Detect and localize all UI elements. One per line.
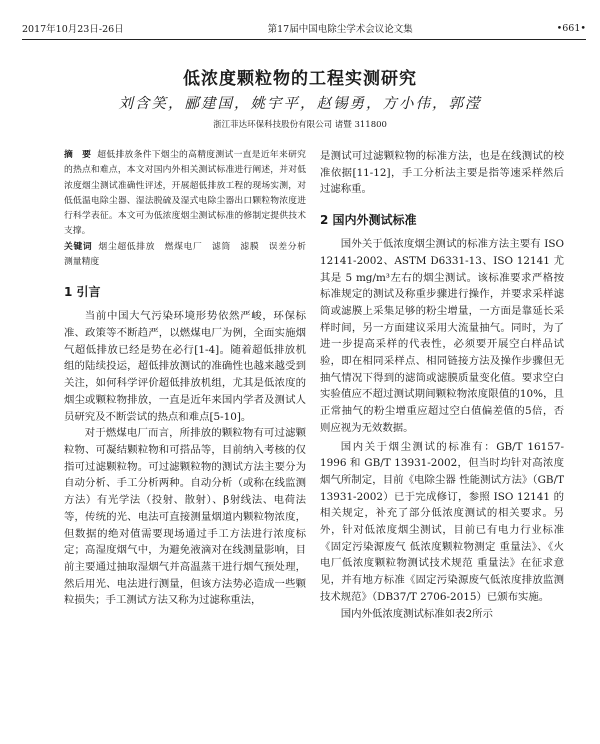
paper-authors: 刘含笑，郦建国，姚宇平，赵锡勇，方小伟，郭滢 <box>118 96 482 112</box>
section-1-paragraph-1: 当前中国大气污染环境形势依然严峻，环保标准、政策等不断趋严，以燃煤电厂为例，全面实施烟气超低排放已经是势在必行[1-4]。随着超低排放机组的陆续投运，超低排放测试的准确性也越来越受到关注，如何科学评价超低排放机组，尤其是低浓度的烟尘或颗粒物排放，一直是近年来国内学者及测试人员研究及不断尝试的热点和难点[5-10]。 <box>64 310 306 423</box>
section-2-paragraph-1: 国外关于低浓度烟尘测试的标准方法主要有 ISO 12141-2002、ASTM D6331-13、ISO 12141 尤其是 5 mg/m³左右的烟尘测试。该标准要求严格按标准规定的测试及称重步骤进行操作，并要求采样滤筒或滤膜上采集足够的粉尘增量，一方面是靠延长采样时间，另一方面建议采用大流量抽气。同时，为了进一步提高采样的代表性，必须要开展空白样品试验，即在相同采样点、相同链接方法及操作步骤但无抽气情况下得到的滤筒或滤膜质量变化值。要求空白实验值应不超过测试期间颗粒物浓度限值的10%，且正常抽气的粉尘增重应超过空白值偏差值的5倍，否则应视为无效数据。 <box>320 238 564 434</box>
abstract-text: 超低排放条件下烟尘的高精度测试一直是近年来研究的热点和难点，本文对国内外相关测试标准进行阐述，并对低浓度烟尘测试准确性评述，开展超低排放工程的现场实测，对低低温电除尘器、湿法脱硫及湿式电除尘器出口颗粒物浓度进行科学表征。本文可为低浓度烟尘测试标准的修制定提供技术支撑。 <box>64 150 306 237</box>
section-1-heading: 1 引言 <box>64 285 101 300</box>
running-header <box>22 20 586 36</box>
paper-title: 低浓度颗粒物的工程实测研究 <box>183 69 417 89</box>
header-proceedings: 第17届中国电除尘学术会议论文集 <box>267 24 413 35</box>
keywords <box>64 240 315 271</box>
left-column <box>64 148 315 609</box>
section-2-paragraph-3: 国内外低浓度测试标准如表2所示 <box>340 607 493 620</box>
abstract <box>64 148 306 240</box>
header-page-number: •661• <box>556 22 586 34</box>
section-1-continued: 是测试可过滤颗粒物的标准方法，也是在线测试的校准依据[11-12]，手工分析法主要是指等速采样然后过滤称重。 <box>320 150 564 196</box>
right-column <box>320 148 564 622</box>
section-1-paragraph-2: 对于燃煤电厂而言，所排放的颗粒物有可过滤颗粒物、可凝结颗粒物和可搭品等，目前纳入考核的仅指可过滤颗粒物。可过滤颗粒物的测试方法主要分为自动分析、手工分析两种。自动分析（或称在线监测方法）有光学法（投射、散射）、β射线法、电荷法等，传统的光、电法可直接测量烟道内颗粒物浓度，但数据的绝对值需要现场通过手工方法进行浓度标定；高湿度烟气中，为避免液滴对在线测量影响，目前主要通过抽取湿烟气并高温蒸干进行烟气预处理，然后用光、电法进行测量，但该方法势必造成一些颗粒损失；手工测试方法又称为过滤称重法， <box>64 427 306 607</box>
section-2-paragraph-2: 国内关于烟尘测试的标准有：GB/T 16157-1996 和 GB/T 13931-2002，但当时均针对高浓度烟气所制定，目前《电除尘器 性能测试方法》（GB/T 13931-2002）已于完成修订，参照 ISO 12141 的相关规定，补充了部分低浓度测试的相关要求。另外，针对低浓度烟尘测试，目前已有电力行业标准《固定污染源废气 低浓度颗粒物测定 重量法》、《火电厂低浓度颗粒物测试技术规范 重量法》在征求意见，并有地方标准《固定污染源废气低浓度排放监测技术规范》（DB37/T 2706-2015）已颁布实施。 <box>320 440 564 603</box>
header-date: 2017年10月23日-26日 <box>22 24 124 35</box>
abstract-label: 摘 要 <box>64 150 92 160</box>
keywords-text: 烟尘超低排放 燃煤电厂 滤筒 滤膜 误差分析 测量精度 <box>64 241 315 268</box>
paper-affiliation: 浙江菲达环保科技股份有限公司 诸暨 311800 <box>213 120 387 130</box>
keywords-label: 关键词 <box>64 241 93 252</box>
header-rule <box>22 39 586 40</box>
section-2-heading: 2 国内外测试标准 <box>320 213 417 228</box>
